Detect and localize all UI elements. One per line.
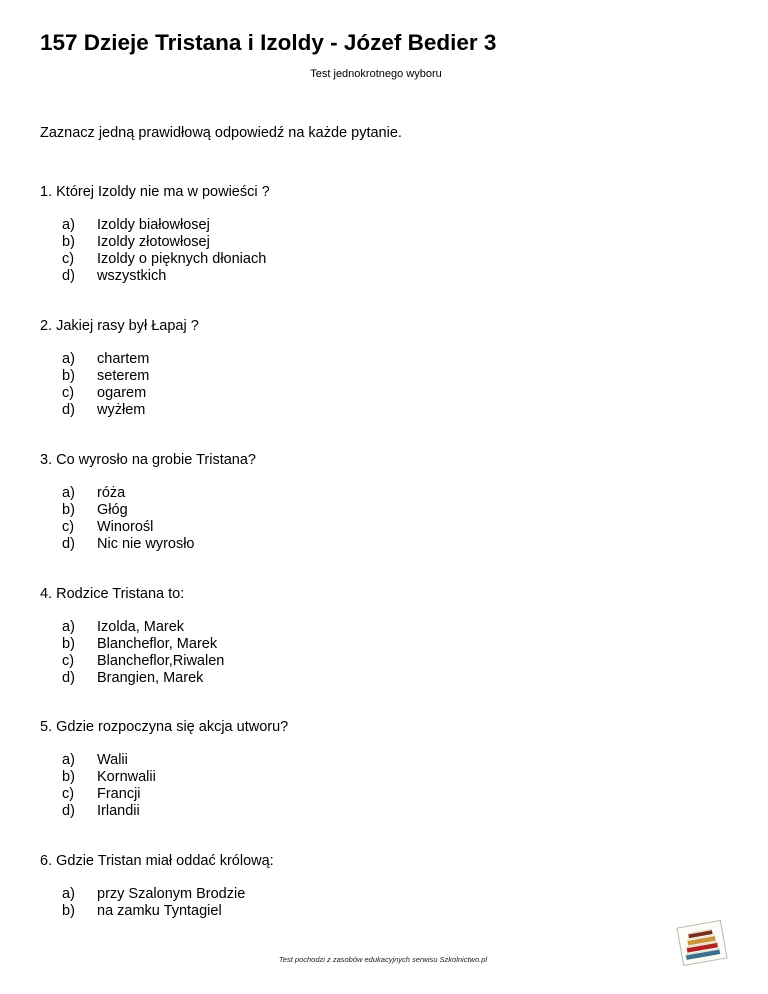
option-text: Izolda, Marek [97, 619, 185, 635]
option-letter: a) [62, 351, 75, 367]
option-text: Walii [97, 752, 128, 768]
option-text: Irlandii [97, 803, 140, 819]
option-letter: d) [62, 670, 75, 686]
option-text: ogarem [97, 385, 147, 401]
option-letter: d) [62, 536, 75, 552]
option-letter: b) [62, 368, 75, 384]
answer-option[interactable] [62, 268, 740, 285]
answer-option[interactable] [62, 653, 740, 670]
option-letter: b) [62, 903, 75, 919]
document-title: 157 Dzieje Tristana i Izoldy - Józef Bedier 3 [40, 30, 497, 55]
answer-option[interactable] [62, 368, 740, 385]
answer-option[interactable] [62, 519, 740, 536]
option-text: Francji [97, 786, 141, 802]
answer-option[interactable] [62, 636, 740, 653]
option-letter: a) [62, 217, 75, 233]
answer-options [40, 619, 740, 687]
answer-option[interactable] [62, 752, 740, 769]
option-text: Izoldy złotowłosej [97, 234, 210, 250]
option-letter: a) [62, 619, 75, 635]
option-letter: a) [62, 752, 75, 768]
answer-option[interactable] [62, 886, 740, 903]
option-text: róża [97, 485, 126, 501]
question-2 [40, 317, 740, 419]
option-letter: b) [62, 502, 75, 518]
option-letter: c) [62, 786, 75, 802]
option-text: Brangien, Marek [97, 670, 204, 686]
answer-option[interactable] [62, 251, 740, 268]
answer-option[interactable] [62, 351, 740, 368]
option-letter: b) [62, 769, 75, 785]
answer-option[interactable] [62, 769, 740, 786]
answer-option[interactable] [62, 217, 740, 234]
question-text: 4. Rodzice Tristana to: [40, 586, 185, 602]
question-text: 1. Której Izoldy nie ma w powieści ? [40, 184, 270, 200]
question-3 [40, 451, 740, 553]
option-text: Nic nie wyrosło [97, 536, 195, 552]
answer-option[interactable] [62, 385, 740, 402]
option-text: Kornwalii [97, 769, 156, 785]
option-text: seterem [97, 368, 150, 384]
instruction-text: Zaznacz jedną prawidłową odpowiedź na każde pytanie. [40, 125, 402, 141]
option-text: wyżłem [97, 402, 146, 418]
answer-options [40, 485, 740, 553]
answer-option[interactable] [62, 619, 740, 636]
footer-source-note: Test pochodzi z zasobów edukacyjnych serwisu Szkolnictwo.pl [278, 955, 488, 964]
answer-option[interactable] [62, 786, 740, 803]
option-text: chartem [97, 351, 150, 367]
answer-options [40, 217, 740, 285]
answer-option[interactable] [62, 536, 740, 553]
question-5 [40, 718, 740, 820]
option-letter: b) [62, 234, 75, 250]
option-text: Izoldy o pięknych dłoniach [97, 251, 267, 267]
answer-options [40, 752, 740, 820]
answer-option[interactable] [62, 485, 740, 502]
question-text: 3. Co wyrosło na grobie Tristana? [40, 452, 256, 468]
option-text: Głóg [97, 502, 128, 518]
document-subtitle: Test jednokrotnego wyboru [310, 68, 442, 80]
answer-options [40, 886, 740, 920]
option-letter: a) [62, 485, 75, 501]
option-letter: c) [62, 519, 75, 535]
question-4 [40, 585, 740, 687]
question-6 [40, 852, 740, 920]
answer-option[interactable] [62, 234, 740, 251]
answer-option[interactable] [62, 803, 740, 820]
question-text: 5. Gdzie rozpoczyna się akcja utworu? [40, 719, 289, 735]
answer-option[interactable] [62, 402, 740, 419]
answer-option[interactable] [62, 502, 740, 519]
option-letter: c) [62, 653, 75, 669]
option-text: Blancheflor,Riwalen [97, 653, 225, 669]
option-text: przy Szalonym Brodzie [97, 886, 246, 902]
option-letter: c) [62, 251, 75, 267]
option-text: Blancheflor, Marek [97, 636, 218, 652]
answer-options [40, 351, 740, 419]
option-letter: a) [62, 886, 75, 902]
answer-option[interactable] [62, 903, 740, 920]
option-letter: d) [62, 803, 75, 819]
option-letter: c) [62, 385, 75, 401]
option-text: na zamku Tyntagiel [97, 903, 222, 919]
option-letter: d) [62, 402, 75, 418]
question-1 [40, 183, 740, 285]
question-text: 6. Gdzie Tristan miał oddać królową: [40, 853, 274, 869]
question-text: 2. Jakiej rasy był Łapaj ? [40, 318, 199, 334]
option-text: Winorośl [97, 519, 154, 535]
option-text: wszystkich [97, 268, 167, 284]
option-text: Izoldy białowłosej [97, 217, 210, 233]
option-letter: d) [62, 268, 75, 284]
option-letter: b) [62, 636, 75, 652]
answer-option[interactable] [62, 670, 740, 687]
